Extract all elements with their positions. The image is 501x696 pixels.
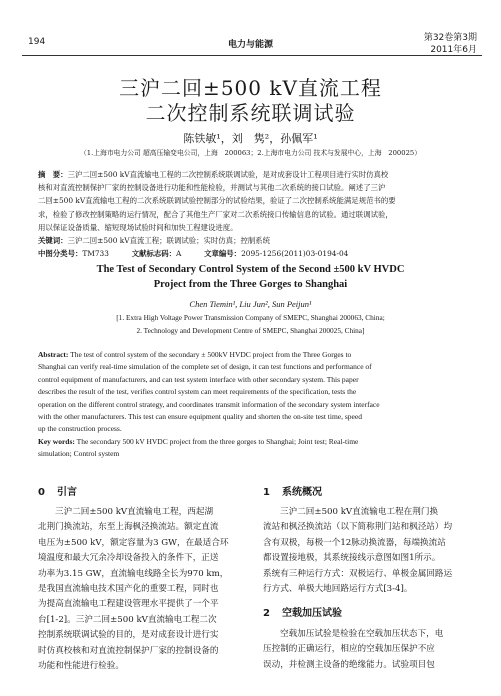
issue-date: 2011年6月 [430, 45, 477, 55]
section-2-body [263, 627, 469, 673]
section-2-heading: 2 空载加压试验 [263, 608, 342, 619]
section-1-line: 都设置接地极，其系统接线示意图如图1所示。 [263, 553, 441, 564]
section-0-heading: 0 引言 [38, 487, 77, 498]
section-0-line: 北荆门换流站，东至上海枫泾换流站。额定直流 [38, 522, 219, 533]
authors-en: Chen Tiemin¹, Liu Jun², Sun Peijun¹ [189, 299, 312, 309]
section-2-line: 误动，并检测主设备的绝缘能力。试验项目包 [263, 659, 435, 670]
section-0-body [38, 505, 244, 674]
abstract-cn-label: 摘 要： [38, 170, 68, 179]
section-0-line: 是我国直流输电技术国产化的重要工程，同时也 [38, 584, 219, 595]
abstract-cn [38, 168, 466, 260]
classification-cn: 中图分类号：TM733 文献标志码：A 文章编号：2095-1256(2011)03-0194-04 [38, 249, 349, 259]
section-2-line: 压控制的正确运行，相应的空载加压保护不应 [263, 644, 435, 655]
keywords-en-line-1: Key words: The secondary 500 kV HVDC project from the three gorges to Shanghai; Joint test; Real-time [38, 436, 359, 446]
keywords-en-line-2: simulation; Control system [38, 449, 120, 459]
title-cn-line2: 二次控制系统联调试验 [145, 101, 356, 125]
section-0-line: 功率为3.15 GW，直流输电线路全长为970 km， [38, 568, 229, 579]
abstract-en-line-6: with the other manufacturers. This test can ensure equipment quality and shorten the on-site test time, speed [38, 412, 362, 422]
section-0-line: 时仿真校核和对直流控制保护厂家的控制设备的 [38, 645, 219, 656]
section-0-line: 台[1-2]。三沪二回±500 kV直流输电工程二次 [38, 614, 217, 625]
abstract-en-line-5: operation on the different control strategy, and coordinates transmit information of the secondary system interface [38, 399, 380, 409]
abstract-cn-line-3: 二回±500 kV直流输电工程的二次系统联调试验控制部分的试验结果，验证了二次控制系统能满足规范书的要 [38, 196, 396, 206]
abstract-en-label: Abstract: [38, 350, 69, 359]
affiliations-en-line1: [1. Extra High Voltage Power Transmission Company of SMEPC, Shanghai 200063, China; [116, 313, 385, 322]
section-0-line: 功能和性能进行检验。 [38, 661, 124, 672]
title-cn-line1: 三沪二回±500 kV直流工程 [119, 76, 382, 100]
journal-name: 电力与能源 [227, 40, 273, 50]
section-0-line: 境温度和最大冗余冷却设备投入的条件下，正送 [38, 553, 219, 564]
abstract-cn-line-5: 用以保证设备质量、缩短现场试验时间和加快工程建设进度。 [38, 222, 238, 232]
abstract-cn-line-1: 摘 要：三沪二回±500 kV直流输电工程的二次控制系统联调试验，是对成套设计工程项目进行实时仿真校 [38, 170, 389, 179]
abstract-en-line-1: Abstract: The test of control system of the secondary ± 500kV HVDC project from the Three Gorges to [38, 350, 352, 359]
abstract-en-line-4: describes the result of the test, verifies control system can meet requirements of the specification, tests the [38, 387, 357, 397]
section-0-line: 为提高直流输电工程建设管理水平提供了一个平 [38, 599, 219, 610]
abstract-en-line-3: control equipment of manufacturers, and can test system interface with other secondary system. This paper [38, 374, 359, 384]
keywords-cn-label: 关键词： [38, 236, 68, 246]
affiliations-cn: （1.上海市电力公司 超高压输变电公司，上海 200063；2.上海市电力公司 技术与发展中心，上海 200025） [79, 149, 422, 157]
header-rule [22, 55, 482, 56]
abstract-en-line-2: Shanghai can verify real-time simulation of the complete set of design, it can test functions and performance of [38, 362, 372, 372]
section-0-line: 控制系统联调试验的目的，是对成套设计进行实 [38, 630, 219, 641]
title-en-line1: The Test of Secondary Control System of the Second ±500 kV HVDC [96, 264, 405, 275]
volume-issue: 第32卷第3期 [423, 33, 477, 43]
section-0-line: 三沪二回±500 kV直流输电工程，西起湖 [55, 507, 214, 517]
section-1-line: 行方式、单极大地回路运行方式[3-4]。 [263, 584, 413, 595]
section-1-heading: 1 系统概况 [263, 487, 322, 498]
section-0-line: 电压为±500 kV，额定容量为3 GW，在最适合环 [38, 537, 229, 548]
abstract-cn-line-2: 核和对直流控制保护厂家的控制设备进行功能和性能检验，并测试与其他二次系统的接口试验。阐述了三沪 [38, 183, 386, 193]
section-1-line: 系统有三种运行方式：双极运行、单极金属回路运 [263, 568, 453, 579]
keywords-en-label: Key words: [38, 436, 75, 446]
abstract-en-line-7: up the construction process. [38, 424, 122, 434]
section-2-line: 空载加压试验是检验在空载加压状态下，电 [280, 629, 444, 639]
affiliations-en-line2: 2. Technology and Development Centre of SMEPC, Shanghai 200025, China] [136, 326, 365, 335]
section-1-line: 含有双极，每极一个12脉动换流器，每端换流站 [263, 537, 446, 548]
abstract-en [38, 349, 466, 461]
authors-cn: 陈铁敏¹，刘 隽²，孙佩军¹ [183, 132, 318, 145]
section-1-line: 三沪二回±500 kV直流输电工程在荆门换 [280, 507, 439, 517]
title-en-line2: Project from the Three Gorges to Shanghai [153, 279, 348, 290]
section-1-body [263, 505, 469, 597]
page-number: 194 [28, 37, 46, 47]
keywords-cn: 关键词：三沪二回±500 kV直流工程；联调试验；实时仿真；控制系统 [38, 236, 271, 246]
section-1-line: 流站和枫泾换流站（以下简称荆门站和枫泾站）均 [263, 522, 453, 533]
abstract-cn-line-4: 求，检验了修改控制策略的运行情况，配合了其他生产厂家对二次系统接口传输信息的试验。通过联调试验， [38, 209, 393, 219]
